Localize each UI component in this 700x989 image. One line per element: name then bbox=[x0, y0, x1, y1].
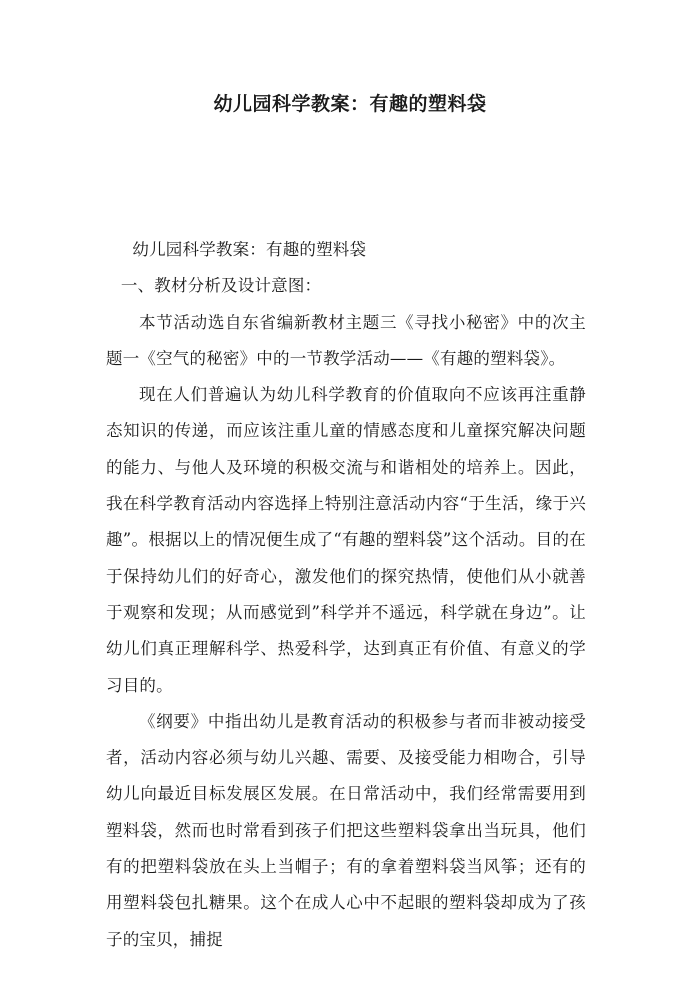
paragraph: 本节活动选自东省编新教材主题三《寻找小秘密》中的次主题一《空气的秘密》中的一节教学活动——《有趣的塑料袋》。 bbox=[106, 312, 586, 368]
paragraph: 现在人们普遍认为幼儿科学教育的价值取向不应该再注重静态知识的传递，而应该注重儿童的情感态度和儿童探究解决问题的能力、与他人及环境的积极交流与和谐相处的培养上。因此，我在科学教育活动内容选择上特别注意活动内容“于生活，缘于兴趣”。根据以上的情况便生成了“有趣的塑料袋”这个活动。目的在于保持幼儿们的好奇心，激发他们的探究热情，使他们从小就善于观察和发现；从而感觉到”科学并不遥远，科学就在身边”。让幼儿们真正理解科学、热爱科学，达到真正有价值、有意义的学习目的。 bbox=[106, 385, 586, 695]
document-body bbox=[106, 232, 586, 958]
section-heading: 一、教材分析及设计意图： bbox=[120, 276, 322, 296]
document-title: 幼儿园科学教案：有趣的塑料袋 bbox=[213, 93, 487, 115]
document-subtitle: 幼儿园科学教案：有趣的塑料袋 bbox=[132, 240, 367, 259]
paragraph: 《纲要》中指出幼儿是教育活动的积极参与者而非被动接受者，活动内容必须与幼儿兴趣、需要、及接受能力相吻合，引导幼儿向最近目标发展区发展。在日常活动中，我们经常需要用到塑料袋，然而也时常看到孩子们把这些塑料袋拿出当玩具，他们有的把塑料袋放在头上当帽子；有的拿着塑料袋当风筝；还有的用塑料袋包扎糖果。这个在成人心中不起眼的塑料袋却成为了孩子的宝贝，捕捉 bbox=[106, 711, 586, 949]
